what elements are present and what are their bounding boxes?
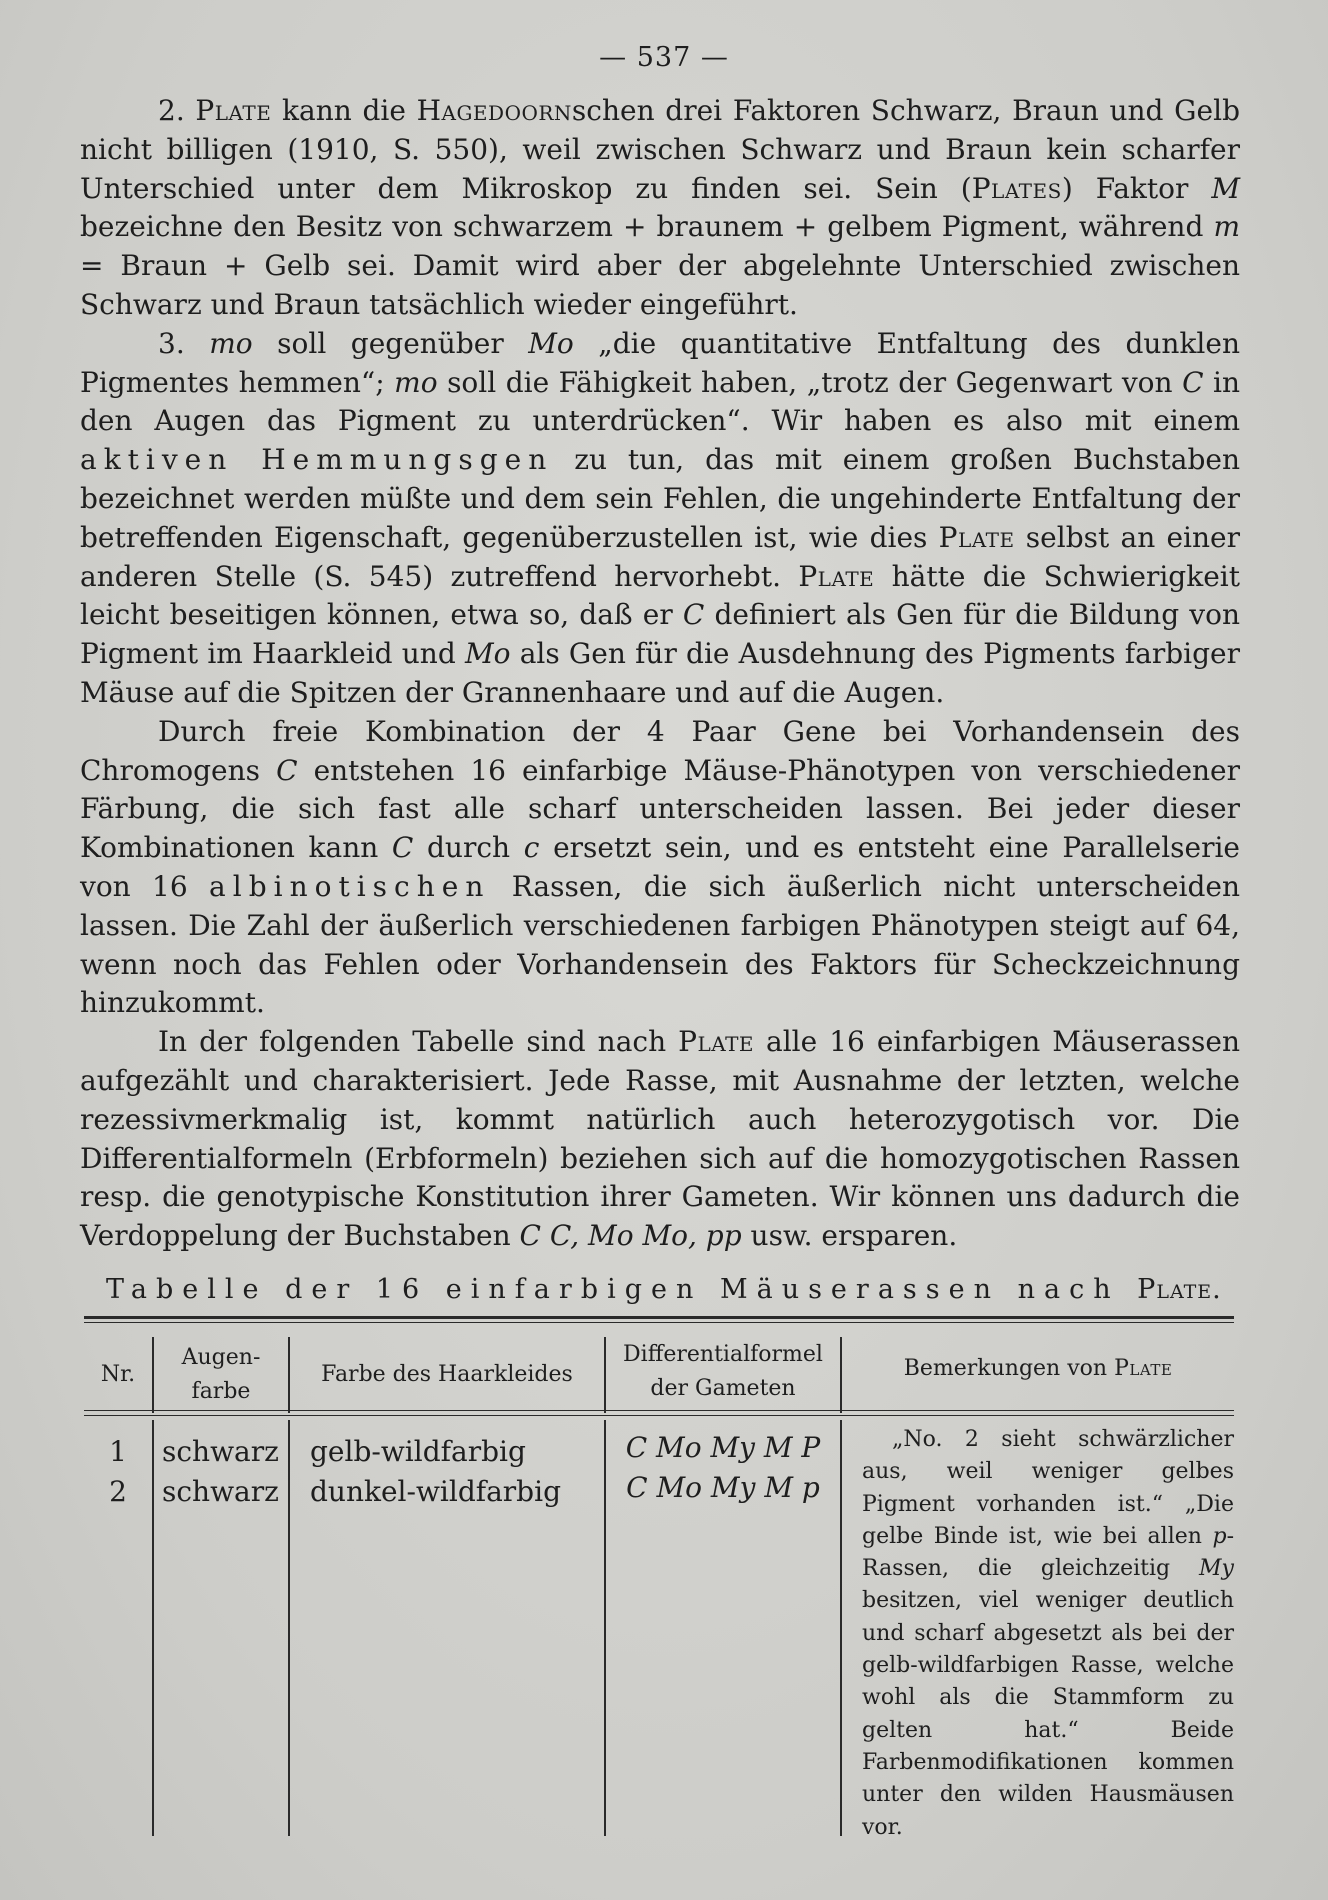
author-name: Plate xyxy=(678,1025,755,1059)
author-name: Plate xyxy=(938,520,1015,554)
table-cell-coat-color: dunkel-wildfarbig xyxy=(310,1475,561,1508)
gene-symbol: Mo xyxy=(464,637,511,671)
header-remarks: Bemerkungen von Plate xyxy=(903,1356,1173,1381)
column-divider xyxy=(288,1420,290,1836)
gene-symbol: C xyxy=(682,598,705,632)
table-top-rule-thin xyxy=(84,1322,1234,1323)
table-top-rule xyxy=(84,1316,1234,1319)
table-cell-nr: 2 xyxy=(109,1475,127,1508)
table-cell-formula: C Mo My M P xyxy=(625,1431,821,1464)
header-bottom-rule-thin xyxy=(84,1415,1234,1416)
header-eye-color: Augen- farbe xyxy=(181,1345,261,1404)
author-name: Plate xyxy=(798,559,875,593)
gene-symbol: C xyxy=(276,753,298,787)
author-name: Plates xyxy=(971,171,1062,205)
paragraph-4: Durch freie Kombination der 4 Paar Gene bei Vorhandensein des Chromogens C entstehen 16 einfarbige Mäuse-Phänotypen von verschiedener Färbung, die sich fast alle scharf unterscheiden lassen. Bei jeder dieser Kombinationen kann C durch c ersetzt sein, und es entsteht eine Parallelserie von 16 albinotischen Rassen, die sich äußerlich nicht unterscheiden lassen. Die Zahl der äußerlich verschiedenen farbigen Phänotypen steigt auf 64, wenn noch das Fehlen oder Vorhandensein des Faktors für Scheckzeichnung hinzukommt. xyxy=(80,714,1241,1020)
gene-symbol: p xyxy=(1212,1523,1227,1549)
gene-symbol: C xyxy=(1182,365,1204,399)
gene-symbol: M xyxy=(1211,171,1240,205)
paragraph-3: 3. mo soll gegenüber Mo „die quantitative Entfaltung des dunklen Pigmentes hemmen“; mo soll die Fähigkeit haben, „trotz der Gegenwart von C in den Augen das Pigment zu unterdrücken“. Wir haben es also mit einem aktiven Hemmungsgen zu tun, das mit einem großen Buchstaben bezeichnet werden müßte und dem sein Fehlen, die ungehinderte Entfaltung der betreffenden Eigenschaft, gegenüberzustellen ist, wie dies Plate selbst an einer anderen Stelle (S. 545) zutreffend hervorhebt. Plate hätte die Schwierigkeit leicht beseitigen können, etwa so, daß er C definiert als Gen für die Bildung von Pigment im Haarkleid und Mo als Gen für die Ausdehnung des Pigments farbiger Mäuse auf die Spitzen der Grannenhaare und auf die Augen. xyxy=(80,326,1241,709)
header-formula: Differentialformel der Gameten xyxy=(623,1342,823,1401)
author-name: Plate. xyxy=(1137,1274,1222,1305)
emphasized-term: albinotischen xyxy=(209,869,491,903)
author-name: Plate xyxy=(195,94,272,127)
paragraph-5: In der folgenden Tabelle sind nach Plate alle 16 einfarbigen Mäuserassen aufgezählt und charakterisiert. Jede Rasse, mit Ausnahme der letzten, welche rezessivmerkmalig ist, kommt natürlich auch heterozygotisch vor. Die Differentialformeln (Erbformeln) beziehen sich auf die homozygotischen Rassen resp. die genotypische Konstitution ihrer Gameten. Wir können uns dadurch die Verdoppelung der Buchstaben C C, Mo Mo, pp usw. ersparen. xyxy=(80,1025,1240,1253)
gene-symbol: mo xyxy=(209,326,253,360)
table-caption: Tabelle der 16 einfarbigen Mäuserassen nach Plate. xyxy=(106,1274,1222,1305)
column-divider xyxy=(152,1420,154,1836)
gene-symbol: My xyxy=(1199,1556,1234,1582)
table-cell-eye-color: schwarz xyxy=(162,1435,279,1468)
header-bottom-rule xyxy=(84,1410,1234,1411)
table-cell-coat-color: gelb-wildfarbig xyxy=(310,1435,526,1468)
body-text xyxy=(80,92,1240,1256)
gene-symbol: mo xyxy=(394,365,438,399)
gene-formula: C C, Mo Mo, pp xyxy=(519,1219,742,1253)
emphasized-term: aktiven Hemmungsgen xyxy=(80,443,554,477)
table-cell-formula: C Mo My M p xyxy=(626,1471,820,1504)
table-cell-remarks: „No. 2 sieht schwärzlicher aus, weil weniger gelbes Pigment vorhanden ist.“ „Die gelbe Binde ist, wie bei allen p-Rassen, die gleichzeitig My besitzen, viel weniger deutlich und scharf abgesetzt als bei der gelb-wildfarbigen Rasse, welche wohl als die Stammform zu gelten hat.“ Beide Farbenmodifikationen kommen unter den wilden Hausmäusen vor. xyxy=(862,1427,1234,1840)
table-cell-nr: 1 xyxy=(109,1435,127,1468)
header-nr: Nr. xyxy=(100,1362,136,1387)
table-cell-eye-color: schwarz xyxy=(162,1475,279,1508)
gene-symbol: c xyxy=(523,831,540,865)
gene-symbol: C xyxy=(391,831,414,865)
gene-symbol: m xyxy=(1213,210,1240,244)
page-number: — 537 — xyxy=(599,42,729,73)
paragraph-2: 2. Plate kann die Hagedoornschen drei Faktoren Schwarz, Braun und Gelb nicht billigen (1910, S. 550), weil zwischen Schwarz und Braun kein scharfer Unterschied unter dem Mikroskop zu finden sei. Sein (Plates) Faktor M bezeichne den Besitz von schwarzem + braunem + gelbem Pigment, während m = Braun + Gelb sei. Damit wird aber der abgelehnte Unterschied zwischen Schwarz und Braun tatsächlich wieder eingeführt. xyxy=(80,94,1240,321)
gene-symbol: Mo xyxy=(528,326,574,360)
column-divider xyxy=(840,1420,842,1836)
author-name: Hagedoorn xyxy=(416,94,572,127)
header-coat-color: Farbe des Haarkleides xyxy=(321,1362,573,1387)
